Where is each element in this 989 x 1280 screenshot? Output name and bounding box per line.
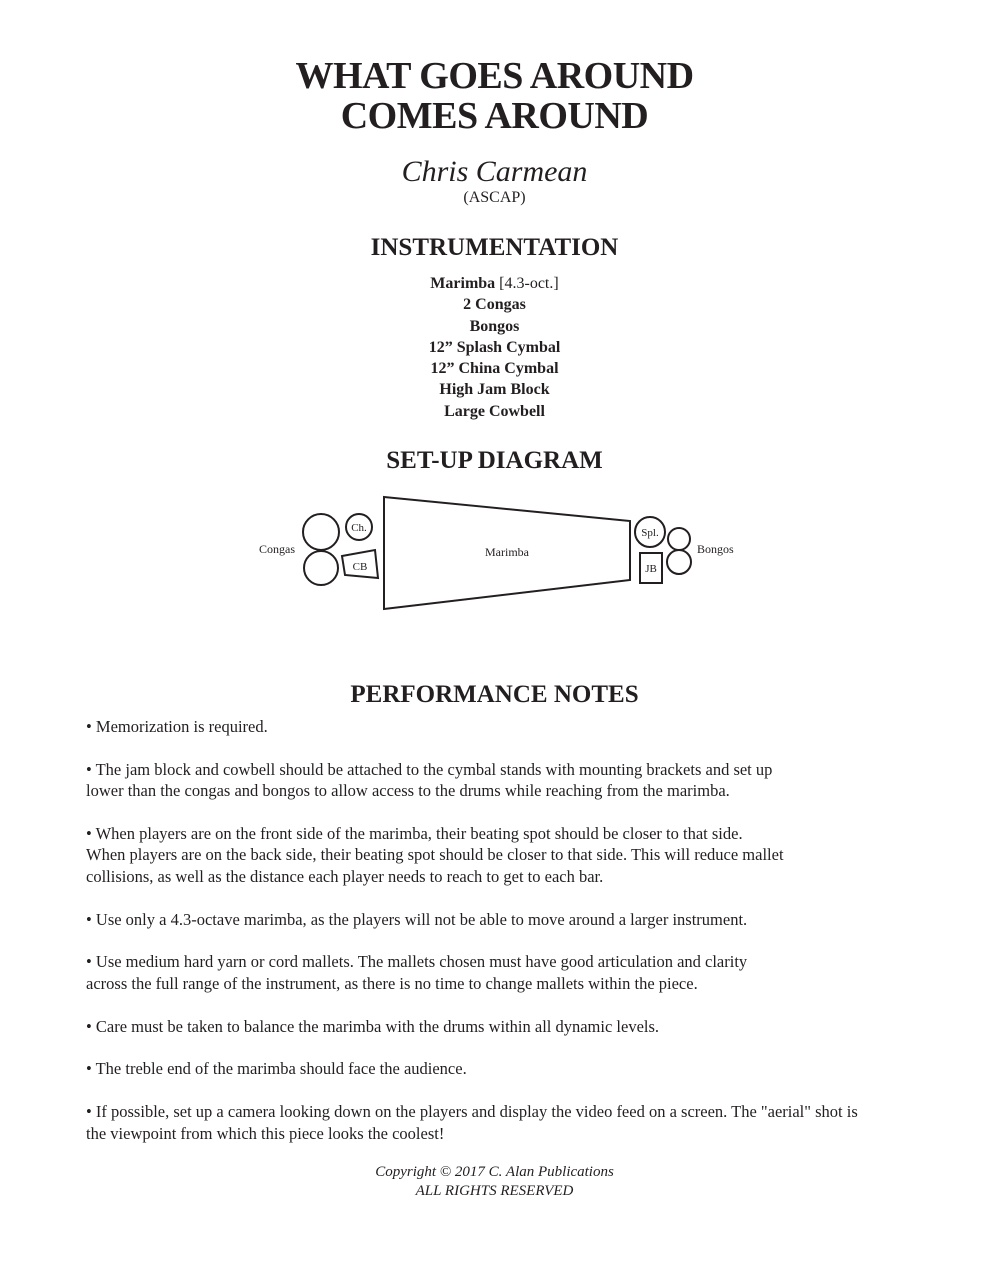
performance-note: • The treble end of the marimba should face the audience. (86, 1059, 467, 1079)
bongo-lower-drum (667, 550, 691, 574)
instrumentation-list (0, 273, 989, 422)
title-line-1: WHAT GOES AROUND (295, 55, 694, 97)
performance-notes-heading: PERFORMANCE NOTES (350, 681, 639, 708)
conga-lower-drum (304, 551, 338, 585)
cowbell-label: CB (352, 561, 368, 573)
china-cymbal-shape (346, 514, 372, 540)
performance-note: • If possible, set up a camera looking down on the players and display the video feed on a screen. The "aerial" shot is the viewpoint from which this piece looks the coolest! (86, 1102, 858, 1143)
instrument-item: 12” Splash Cymbal (428, 338, 561, 356)
jam-block-label: JB (645, 563, 657, 575)
performance-note: • Use only a 4.3-octave marimba, as the players will not be able to move around a larger instrument. (86, 909, 748, 929)
bongo-upper-drum (668, 528, 690, 550)
title-line-2: COMES AROUND (340, 95, 649, 137)
instrument-item: 2 Congas (463, 296, 526, 314)
instrument-item: Large Cowbell (444, 402, 545, 420)
splash-cymbal-label: Spl. (641, 527, 659, 539)
performance-note: • Care must be taken to balance the marimba with the drums within all dynamic levels. (86, 1016, 660, 1036)
performance-notes-list (86, 716, 896, 1165)
splash-cymbal-shape (635, 517, 665, 547)
china-cymbal-label: Ch. (351, 522, 367, 534)
bongos-label: Bongos (697, 542, 734, 556)
composer-name: Chris Carmean (401, 155, 588, 188)
setup-diagram-heading: SET-UP DIAGRAM (386, 447, 603, 474)
composer-affiliation: (ASCAP) (463, 189, 526, 206)
marimba-shape (384, 497, 630, 609)
copyright-footer (0, 1163, 989, 1201)
instrument-item: Marimba [4.3-oct.] (430, 275, 559, 292)
performance-note: • When players are on the front side of the marimba, their beating spot should be closer to that side. When players are on the back side, their beating spot should be closer to that side. This will reduce mallet collisions, as well as the distance each player needs to reach to get to each bar. (86, 824, 784, 886)
performance-note: • Use medium hard yarn or cord mallets. The mallets chosen must have good articulation and clarity across the full range of the instrument, as there is no time to change mallets within the piece. (86, 952, 748, 993)
congas-label: Congas (259, 542, 295, 556)
instrument-item: Bongos (469, 317, 520, 335)
instrument-item: 12” China Cymbal (430, 360, 559, 378)
instrument-item: High Jam Block (439, 381, 550, 399)
rights-line: ALL RIGHTS RESERVED (415, 1183, 574, 1199)
conga-upper-drum (303, 514, 339, 550)
instrumentation-heading: INSTRUMENTATION (370, 234, 619, 261)
performance-note: • The jam block and cowbell should be attached to the cymbal stands with mounting brackets and set up lower than the congas and bongos to allow access to the drums while reaching from the marimba. (86, 759, 773, 801)
marimba-label: Marimba (485, 545, 529, 559)
copyright-line: Copyright © 2017 C. Alan Publications (375, 1164, 614, 1180)
jam-block-shape (640, 553, 662, 583)
piece-title (0, 56, 989, 136)
cowbell-shape (342, 550, 378, 578)
performance-note: • Memorization is required. (86, 717, 268, 736)
